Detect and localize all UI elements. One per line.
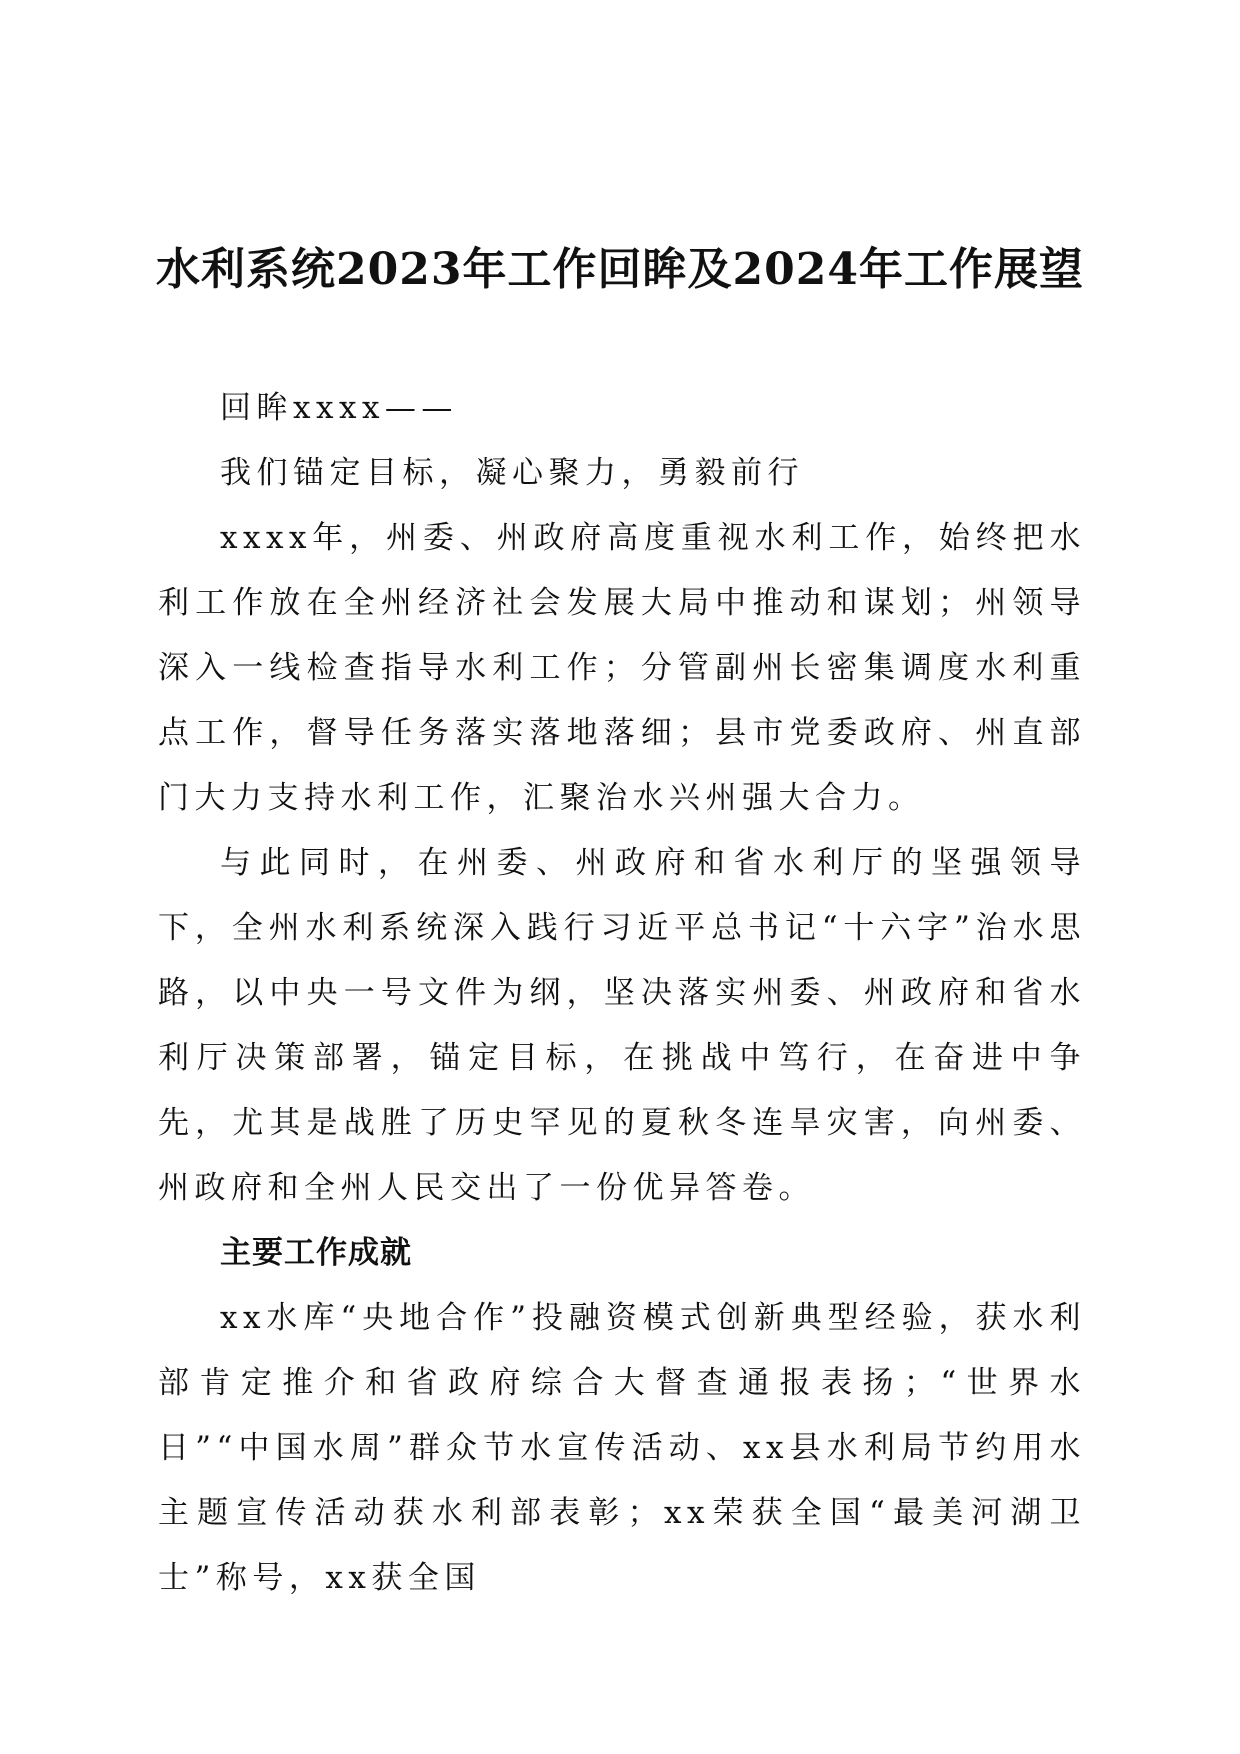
- paragraph-honors: xx水库“央地合作”投融资模式创新典型经验，获水利部肯定推介和省政府综合大督查通报表扬；“世界水日”“中国水周”群众节水宣传活动、xx县水利局节约用水主题宣传活动获水利部表彰；xx荣获全国“最美河湖卫士”称号，xx获全国: [158, 1300, 1086, 1596]
- document-title: 水利系统2023年工作回眸及2024年工作展望: [156, 244, 1084, 295]
- paragraph-leadership: xxxx年，州委、州政府高度重视水利工作，始终把水利工作放在全州经济社会发展大局中推动和谋划；州领导深入一线检查指导水利工作；分管副州长密集调度水利重点工作，督导任务落实落地落细；县市党委政府、州直部门大力支持水利工作，汇聚治水兴州强大合力。: [158, 520, 1086, 816]
- paragraph-slogan: 我们锚定目标，凝心聚力，勇毅前行: [220, 455, 804, 491]
- paragraph-achievement-summary: 与此同时，在州委、州政府和省水利厅的坚强领导下，全州水利系统深入践行习近平总书记“十六字”治水思路，以中央一号文件为纲，坚决落实州委、州政府和省水利厅决策部署，锚定目标，在挑战中笃行，在奋进中争先，尤其是战胜了历史罕见的夏秋冬连旱灾害，向州委、州政府和全州人民交出了一份优异答卷。: [158, 845, 1086, 1206]
- document-body: [158, 376, 1086, 1611]
- paragraph-intro: 回眸xxxx——: [220, 390, 458, 426]
- section-heading: 主要工作成就: [220, 1235, 412, 1271]
